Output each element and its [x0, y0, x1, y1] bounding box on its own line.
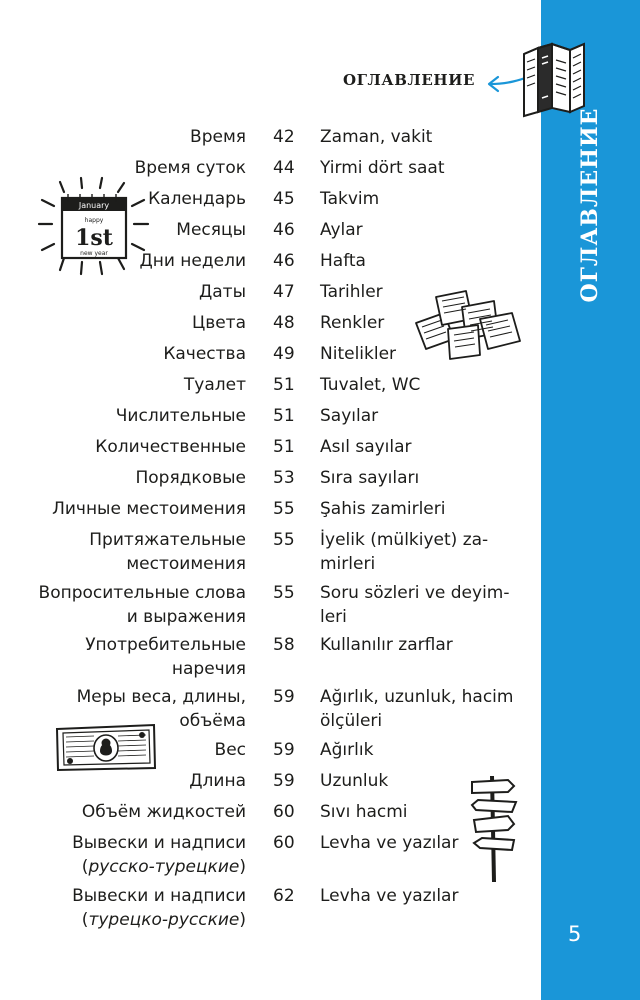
entry-ru: Время суток [134, 158, 246, 178]
entry-tr [320, 582, 520, 629]
entry-ru-line2: наречия [171, 658, 246, 679]
entry-ru-line1: Вывески и надписи [72, 886, 246, 906]
entry-page: 60 [273, 802, 295, 822]
entry-ru: Порядковые [135, 468, 246, 488]
entry-ru: Календарь [148, 189, 246, 209]
entry-ru: Качества [163, 344, 246, 364]
paren-close: ) [239, 909, 246, 930]
entry-ru-line1: Употребительные [85, 635, 246, 655]
entry-page: 58 [273, 635, 295, 655]
entry-tr: Sıvı hacmi [320, 802, 408, 822]
entry-tr: Şahis zamirleri [320, 499, 446, 519]
entry-page: 51 [273, 375, 295, 395]
entry-tr: Hafta [320, 251, 366, 271]
page-number: 5 [568, 922, 582, 946]
entry-ru-line2: и выражения [126, 606, 246, 627]
entry-ru [0, 686, 246, 733]
entry-ru: Дни недели [139, 251, 246, 271]
entry-ru [0, 885, 246, 932]
entry-ru: Время [190, 127, 246, 147]
entry-ru [0, 529, 246, 576]
entry-ru: Длина [189, 771, 246, 791]
entry-page: 45 [273, 189, 295, 209]
entry-ru-line1: Меры веса, длины, [76, 687, 246, 707]
entry-ru [0, 582, 246, 629]
entry-ru: Вес [214, 740, 246, 760]
entry-tr: Renkler [320, 313, 385, 333]
entry-tr: Kullanılır zarflar [320, 635, 453, 655]
entry-ru: Числительные [115, 406, 246, 426]
entry-tr-line2: ölçüleri [320, 710, 383, 731]
entry-tr: Tarihler [320, 282, 383, 302]
entry-tr-line1: Ağırlık, uzunluk, hacim [320, 687, 514, 707]
entry-ru: Туалет [183, 375, 246, 395]
paren-open: ( [81, 856, 89, 877]
calendar-line1: happy [84, 217, 104, 224]
entry-tr: Uzunluk [320, 771, 389, 791]
entry-page: 59 [273, 740, 295, 760]
entry-page: 48 [273, 313, 295, 333]
books-icon [518, 40, 590, 116]
entry-ru-line2 [0, 909, 246, 933]
entry-page: 55 [273, 499, 295, 519]
sidebar-title: ОГЛАВЛЕНИЕ [577, 107, 603, 303]
entry-tr-line1: Soru sözleri ve deyim- [320, 583, 510, 603]
entry-tr: Sıra sayıları [320, 468, 420, 488]
entry-tr: Takvim [320, 189, 380, 209]
entry-tr: Yirmi dört saat [320, 158, 445, 178]
entry-page: 62 [273, 886, 295, 906]
entry-page: 59 [273, 771, 295, 791]
entry-page: 51 [273, 437, 295, 457]
entry-ru: Объём жидкостей [81, 802, 246, 822]
entry-ru [0, 634, 246, 681]
entry-tr [320, 686, 520, 733]
entry-ru-italic: русско-турецкие [88, 856, 240, 877]
entry-ru-line2: объёма [179, 710, 246, 731]
entry-tr-line1: İyelik (mülkiyet) za- [320, 530, 489, 550]
entry-ru-line1: Притяжательные [89, 530, 246, 550]
entry-page: 42 [273, 127, 295, 147]
calendar-day: 1st [75, 225, 113, 251]
calendar-month: January [78, 201, 110, 210]
entry-page: 53 [273, 468, 295, 488]
entry-ru: Личные местоимения [52, 499, 246, 519]
entry-page: 46 [273, 251, 295, 271]
entry-page: 44 [273, 158, 295, 178]
entry-tr: Zaman, vakit [320, 127, 433, 147]
entry-ru-line2 [0, 856, 246, 880]
paren-close: ) [239, 856, 246, 877]
entry-page: 60 [273, 833, 295, 853]
entry-tr: Levha ve yazılar [320, 833, 459, 853]
entry-page: 59 [273, 687, 295, 707]
entry-ru: Цвета [192, 313, 246, 333]
entry-tr: Ağırlık [320, 740, 374, 760]
page-title: ОГЛАВЛЕНИЕ [342, 71, 475, 89]
entry-page: 46 [273, 220, 295, 240]
entry-tr-line2: leri [320, 606, 347, 627]
entry-ru-italic: турецко-русские [88, 909, 240, 930]
entry-tr: Nitelikler [320, 344, 397, 364]
entry-tr: Levha ve yazılar [320, 886, 459, 906]
entry-ru-line1: Вопросительные слова [38, 583, 246, 603]
entry-tr: Aylar [320, 220, 363, 240]
entry-ru-line1: Вывески и надписи [72, 833, 246, 853]
entry-tr-line2: mirleri [320, 553, 376, 574]
entry-page: 55 [273, 530, 295, 550]
calendar-line2: new year [80, 250, 108, 257]
entry-page: 47 [273, 282, 295, 302]
entry-tr: Asıl sayılar [320, 437, 412, 457]
entry-page: 55 [273, 583, 295, 603]
entry-tr: Sayılar [320, 406, 379, 426]
entry-ru: Количественные [95, 437, 246, 457]
entry-ru: Даты [198, 282, 246, 302]
entry-ru-line2: местоимения [126, 553, 246, 574]
entry-ru: Месяцы [176, 220, 246, 240]
entry-tr [320, 529, 520, 576]
entry-ru [0, 832, 246, 879]
entry-page: 49 [273, 344, 295, 364]
entry-tr: Tuvalet, WC [320, 375, 421, 395]
paren-open: ( [81, 909, 89, 930]
entry-page: 51 [273, 406, 295, 426]
